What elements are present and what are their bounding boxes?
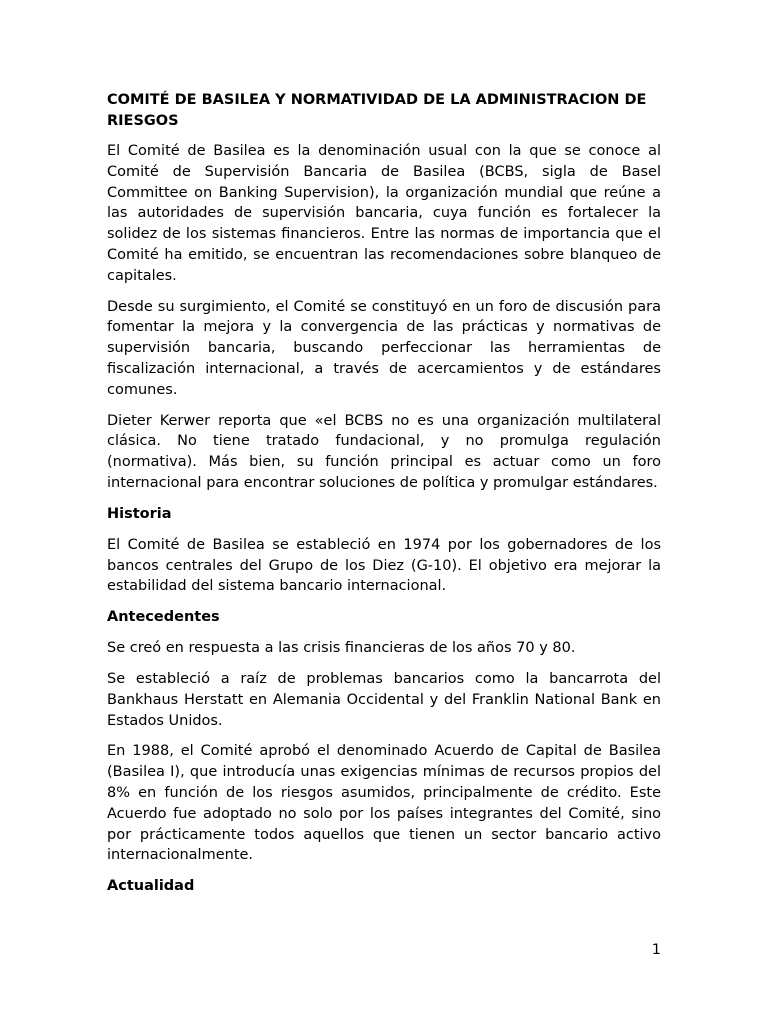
antecedentes-paragraph: En 1988, el Comité aprobó el denominado Acuerdo de Capital de Basilea (Basilea I), que introducía unas exigencias mínimas de recursos propios del 8% en función de los riesgos asumidos, principalmente de crédito. Este Acuerdo fue adoptado no solo por los países integrantes del Comité, sino por prácticamente todos aquellos que tienen un sector bancario activo internacionalmente.: [107, 743, 661, 864]
document-title: COMITÉ DE BASILEA Y NORMATIVIDAD DE LA ADMINISTRACION DE RIESGOS: [107, 92, 647, 129]
section-heading-actualidad: Actualidad: [107, 878, 195, 895]
antecedentes-paragraph: Se creó en respuesta a las crisis financieras de los años 70 y 80.: [107, 640, 576, 657]
historia-paragraph: El Comité de Basilea se estableció en 1974 por los gobernadores de los bancos centrales del Grupo de los Diez (G-10). El objetivo era mejorar la estabilidad del sistema bancario internacional.: [107, 536, 661, 595]
intro-paragraph: Dieter Kerwer reporta que «el BCBS no es una organización multilateral clásica. No tiene tratado fundacional, y no promulga regulación (normativa). Más bien, su función principal es actuar como un foro internacional para encontrar soluciones de política y promulgar estándares.: [107, 412, 661, 491]
intro-paragraph: Desde su surgimiento, el Comité se constituyó en un foro de discusión para fomentar la mejora y la convergencia de las prácticas y normativas de supervisión bancaria, buscando perfeccionar las herramientas de fiscalización internacional, a través de acercamientos y de estándares comunes.: [107, 298, 661, 398]
document-page: [107, 90, 661, 907]
section-heading-historia: Historia: [107, 505, 172, 522]
antecedentes-paragraph: Se estableció a raíz de problemas bancarios como la bancarrota del Bankhaus Herstatt en Alemania Occidental y del Franklin National Bank en Estados Unidos.: [107, 670, 661, 729]
section-heading-antecedentes: Antecedentes: [107, 609, 220, 626]
intro-paragraph: El Comité de Basilea es la denominación usual con la que se conoce al Comité de Supervisión Bancaria de Basilea (BCBS, sigla de Basel Committee on Banking Supervision), la organización mundial que reúne a las autoridades de supervisión bancaria, cuya función es fortalecer la solidez de los sistemas financieros. Entre las normas de importancia que el Comité ha emitido, se encuentran las recomendaciones sobre blanqueo de capitales.: [107, 143, 661, 284]
page-number: 1: [651, 942, 661, 958]
